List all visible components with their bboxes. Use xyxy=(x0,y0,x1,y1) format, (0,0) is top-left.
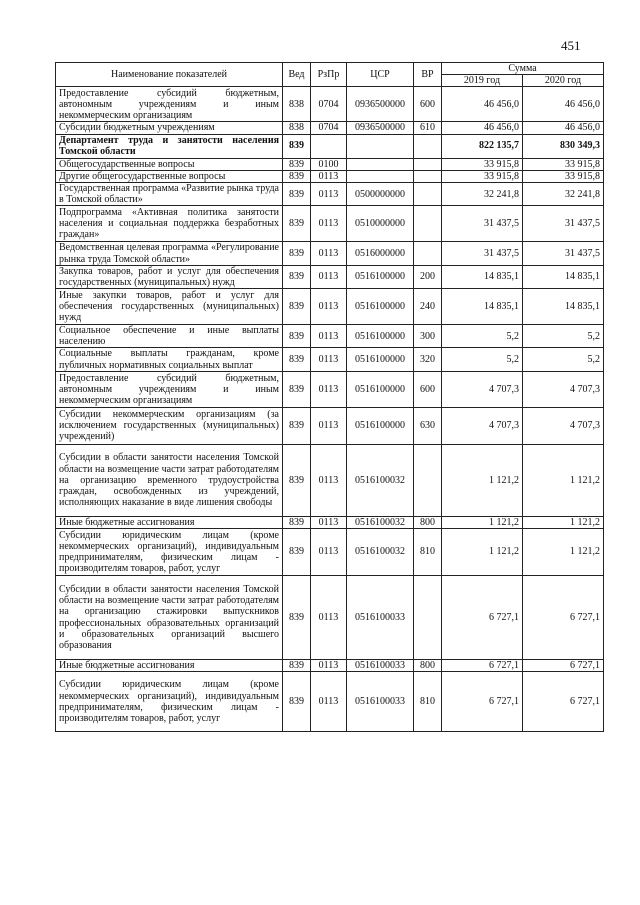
row-csr: 0936500000 xyxy=(347,87,414,122)
row-sum-2020: 6 727,1 xyxy=(523,576,604,660)
row-rzpr: 0113 xyxy=(311,371,347,407)
row-vr xyxy=(414,576,442,660)
row-csr: 0516100033 xyxy=(347,672,414,732)
table-row xyxy=(56,134,604,158)
row-vr: 610 xyxy=(414,122,442,134)
row-sum-2019: 33 915,8 xyxy=(442,158,523,170)
row-name: Предоставление субсидий бюджетным, автономным учреждениям и иным некоммерческим организациям xyxy=(56,87,283,122)
row-csr: 0516100032 xyxy=(347,516,414,528)
row-name: Ведомственная целевая программа «Регулирование рынка труда Томской области» xyxy=(56,242,283,265)
row-sum-2019: 14 835,1 xyxy=(442,265,523,288)
row-csr: 0516100000 xyxy=(347,265,414,288)
table-row xyxy=(56,206,604,242)
table-row xyxy=(56,660,604,672)
row-csr: 0516100032 xyxy=(347,444,414,516)
row-vr: 800 xyxy=(414,660,442,672)
row-sum-2020: 32 241,8 xyxy=(523,182,604,205)
row-name: Государственная программа «Развитие рынка труда в Томской области» xyxy=(56,182,283,205)
budget-table xyxy=(55,62,604,732)
row-sum-2020: 6 727,1 xyxy=(523,660,604,672)
row-vr xyxy=(414,242,442,265)
row-rzpr: 0113 xyxy=(311,348,347,371)
table-row xyxy=(56,371,604,407)
row-rzpr: 0113 xyxy=(311,242,347,265)
row-sum-2019: 4 707,3 xyxy=(442,371,523,407)
row-sum-2019: 5,2 xyxy=(442,325,523,348)
row-ved: 838 xyxy=(283,122,311,134)
row-sum-2020: 4 707,3 xyxy=(523,371,604,407)
row-sum-2019: 6 727,1 xyxy=(442,672,523,732)
row-ved: 839 xyxy=(283,660,311,672)
row-name: Иные бюджетные ассигнования xyxy=(56,516,283,528)
header-name: Наименование показателей xyxy=(56,63,283,87)
row-sum-2020: 46 456,0 xyxy=(523,122,604,134)
row-rzpr: 0113 xyxy=(311,672,347,732)
table-row xyxy=(56,242,604,265)
row-vr: 240 xyxy=(414,289,442,325)
row-ved: 839 xyxy=(283,407,311,444)
row-csr: 0516100000 xyxy=(347,407,414,444)
header-sum: Сумма xyxy=(442,63,604,75)
row-vr: 300 xyxy=(414,325,442,348)
row-ved: 839 xyxy=(283,371,311,407)
row-rzpr xyxy=(311,134,347,158)
row-name: Субсидии юридическим лицам (кроме некоммерческих организаций), индивидуальным предпринимателям, физическим лицам - производителям товаров, работ, услуг xyxy=(56,529,283,576)
row-ved: 839 xyxy=(283,134,311,158)
row-vr: 600 xyxy=(414,371,442,407)
table-row xyxy=(56,182,604,205)
row-csr: 0516100000 xyxy=(347,325,414,348)
row-rzpr: 0113 xyxy=(311,444,347,516)
row-csr: 0510000000 xyxy=(347,206,414,242)
table-row xyxy=(56,158,604,170)
row-sum-2020: 1 121,2 xyxy=(523,516,604,528)
row-name: Иные бюджетные ассигнования xyxy=(56,660,283,672)
row-csr: 0516100033 xyxy=(347,660,414,672)
table-row xyxy=(56,576,604,660)
row-sum-2019: 32 241,8 xyxy=(442,182,523,205)
header-csr: ЦСР xyxy=(347,63,414,87)
row-vr: 320 xyxy=(414,348,442,371)
row-rzpr: 0113 xyxy=(311,170,347,182)
row-rzpr: 0113 xyxy=(311,407,347,444)
row-ved: 839 xyxy=(283,182,311,205)
row-name: Общегосударственные вопросы xyxy=(56,158,283,170)
row-sum-2019: 1 121,2 xyxy=(442,516,523,528)
table-row xyxy=(56,407,604,444)
row-sum-2019: 6 727,1 xyxy=(442,660,523,672)
row-sum-2019: 14 835,1 xyxy=(442,289,523,325)
row-sum-2020: 31 437,5 xyxy=(523,206,604,242)
row-sum-2019: 5,2 xyxy=(442,348,523,371)
table-row xyxy=(56,289,604,325)
row-name: Закупка товаров, работ и услуг для обеспечения государственных (муниципальных) нужд xyxy=(56,265,283,288)
row-csr: 0516100033 xyxy=(347,576,414,660)
row-ved: 838 xyxy=(283,87,311,122)
row-ved: 839 xyxy=(283,672,311,732)
row-name: Иные закупки товаров, работ и услуг для обеспечения государственных (муниципальных) нужд xyxy=(56,289,283,325)
row-csr xyxy=(347,134,414,158)
row-name: Предоставление субсидий бюджетным, автономным учреждениям и иным некоммерческим организациям xyxy=(56,371,283,407)
row-vr: 810 xyxy=(414,672,442,732)
row-sum-2019: 31 437,5 xyxy=(442,242,523,265)
table-row xyxy=(56,87,604,122)
row-rzpr: 0113 xyxy=(311,660,347,672)
row-csr: 0500000000 xyxy=(347,182,414,205)
row-csr: 0516100000 xyxy=(347,348,414,371)
row-rzpr: 0113 xyxy=(311,516,347,528)
table-row xyxy=(56,444,604,516)
row-sum-2019: 1 121,2 xyxy=(442,529,523,576)
header-rzpr: РзПр xyxy=(311,63,347,87)
row-sum-2019: 33 915,8 xyxy=(442,170,523,182)
header-vr: ВР xyxy=(414,63,442,87)
row-sum-2020: 1 121,2 xyxy=(523,529,604,576)
row-sum-2019: 31 437,5 xyxy=(442,206,523,242)
row-rzpr: 0113 xyxy=(311,206,347,242)
row-name: Социальное обеспечение и иные выплаты населению xyxy=(56,325,283,348)
row-sum-2020: 33 915,8 xyxy=(523,170,604,182)
table-row xyxy=(56,529,604,576)
row-vr xyxy=(414,134,442,158)
row-ved: 839 xyxy=(283,265,311,288)
row-csr: 0936500000 xyxy=(347,122,414,134)
table-row xyxy=(56,325,604,348)
row-sum-2019: 46 456,0 xyxy=(442,87,523,122)
table-body xyxy=(56,87,604,732)
row-csr: 0516100000 xyxy=(347,371,414,407)
row-sum-2020: 4 707,3 xyxy=(523,407,604,444)
row-ved: 839 xyxy=(283,242,311,265)
row-rzpr: 0100 xyxy=(311,158,347,170)
row-ved: 839 xyxy=(283,289,311,325)
row-sum-2019: 4 707,3 xyxy=(442,407,523,444)
row-csr xyxy=(347,170,414,182)
row-csr: 0516100000 xyxy=(347,289,414,325)
row-sum-2020: 5,2 xyxy=(523,325,604,348)
row-vr: 800 xyxy=(414,516,442,528)
row-vr xyxy=(414,206,442,242)
row-name: Субсидии в области занятости населения Томской области на возмещение части затрат работодателям на организацию временного трудоустройства граждан, освобожденных из учреждений, исполняющих наказание в виде лишения свободы xyxy=(56,444,283,516)
row-rzpr: 0113 xyxy=(311,325,347,348)
row-vr: 200 xyxy=(414,265,442,288)
row-name: Субсидии некоммерческим организациям (за исключением государственных (муниципальных) учреждений) xyxy=(56,407,283,444)
table-row xyxy=(56,672,604,732)
header-ved: Вед xyxy=(283,63,311,87)
row-rzpr: 0113 xyxy=(311,576,347,660)
row-name: Департамент труда и занятости населения Томской области xyxy=(56,134,283,158)
row-ved: 839 xyxy=(283,206,311,242)
row-sum-2020: 31 437,5 xyxy=(523,242,604,265)
row-name: Субсидии юридическим лицам (кроме некоммерческих организаций), индивидуальным предпринимателям, физическим лицам - производителям товаров, работ, услуг xyxy=(56,672,283,732)
row-ved: 839 xyxy=(283,348,311,371)
row-sum-2020: 14 835,1 xyxy=(523,265,604,288)
table-row xyxy=(56,122,604,134)
row-sum-2019: 6 727,1 xyxy=(442,576,523,660)
row-sum-2020: 1 121,2 xyxy=(523,444,604,516)
row-vr: 810 xyxy=(414,529,442,576)
row-ved: 839 xyxy=(283,529,311,576)
row-rzpr: 0113 xyxy=(311,289,347,325)
row-csr: 0516100032 xyxy=(347,529,414,576)
table-row xyxy=(56,170,604,182)
table-row xyxy=(56,348,604,371)
row-vr: 630 xyxy=(414,407,442,444)
row-name: Субсидии бюджетным учреждениям xyxy=(56,122,283,134)
row-sum-2019: 822 135,7 xyxy=(442,134,523,158)
row-rzpr: 0704 xyxy=(311,87,347,122)
row-vr xyxy=(414,182,442,205)
row-rzpr: 0113 xyxy=(311,182,347,205)
row-sum-2020: 830 349,3 xyxy=(523,134,604,158)
row-name: Другие общегосударственные вопросы xyxy=(56,170,283,182)
row-sum-2020: 33 915,8 xyxy=(523,158,604,170)
row-vr: 600 xyxy=(414,87,442,122)
row-sum-2019: 46 456,0 xyxy=(442,122,523,134)
row-name: Субсидии в области занятости населения Томской области на возмещение части затрат работодателям на организацию стажировки выпускников профессиональных образовательных организаций и образовательных организаций высшего образования xyxy=(56,576,283,660)
row-csr: 0516000000 xyxy=(347,242,414,265)
table-row xyxy=(56,265,604,288)
row-ved: 839 xyxy=(283,516,311,528)
table-header xyxy=(56,63,604,87)
row-csr xyxy=(347,158,414,170)
row-sum-2020: 46 456,0 xyxy=(523,87,604,122)
row-ved: 839 xyxy=(283,325,311,348)
row-vr xyxy=(414,444,442,516)
row-ved: 839 xyxy=(283,158,311,170)
row-rzpr: 0113 xyxy=(311,265,347,288)
row-sum-2020: 5,2 xyxy=(523,348,604,371)
page-number: 451 xyxy=(561,38,581,53)
row-ved: 839 xyxy=(283,576,311,660)
row-sum-2020: 6 727,1 xyxy=(523,672,604,732)
header-2020: 2020 год xyxy=(523,75,604,87)
row-name: Социальные выплаты гражданам, кроме публичных нормативных социальных выплат xyxy=(56,348,283,371)
row-sum-2020: 14 835,1 xyxy=(523,289,604,325)
row-name: Подпрограмма «Активная политика занятости населения и социальная поддержка безработных граждан» xyxy=(56,206,283,242)
row-rzpr: 0113 xyxy=(311,529,347,576)
row-vr xyxy=(414,170,442,182)
row-rzpr: 0704 xyxy=(311,122,347,134)
row-vr xyxy=(414,158,442,170)
row-ved: 839 xyxy=(283,170,311,182)
row-sum-2019: 1 121,2 xyxy=(442,444,523,516)
row-ved: 839 xyxy=(283,444,311,516)
table-row xyxy=(56,516,604,528)
header-2019: 2019 год xyxy=(442,75,523,87)
